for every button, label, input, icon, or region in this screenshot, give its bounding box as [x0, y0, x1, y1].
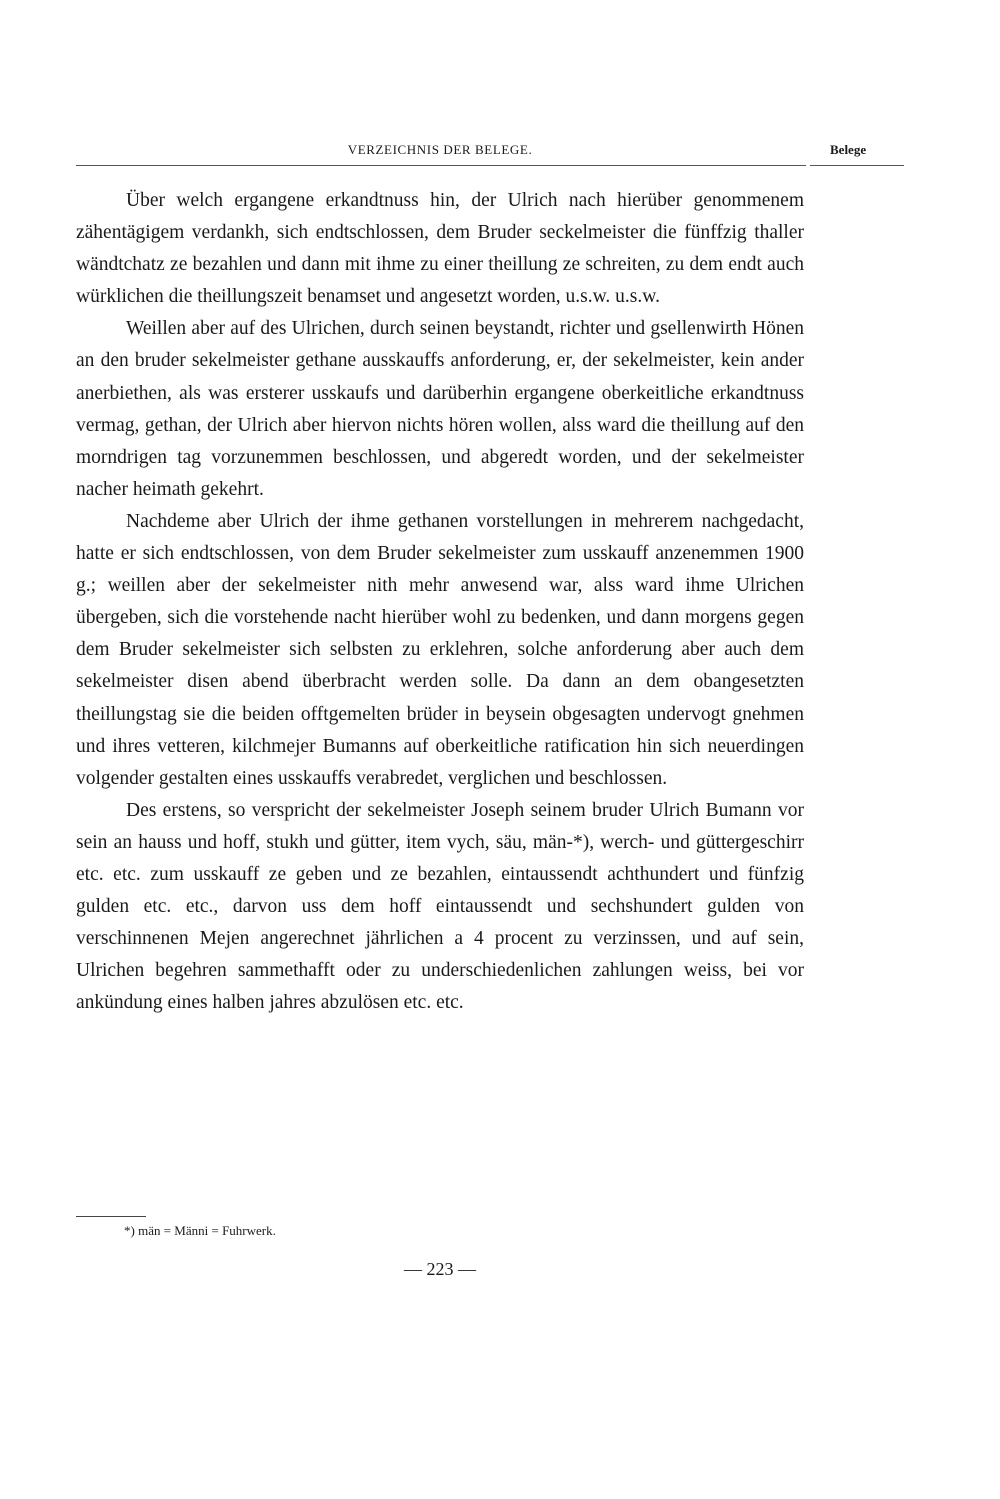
- paragraph-2: Weillen aber auf des Ulrichen, durch seinen beystandt, richter und gsellenwirth Hönen an den bruder sekelmeister gethane ausskauffs anforderung, er, der sekelmeister, kein ander anerbiethen, als was ersterer usskaufs und darüberhin ergangene oberkeitliche erkandtnuss vermag, gethan, der Ulrich aber hiervon nichts hören wollen, alss ward die theillung auf den morndrigen tag vorzunemmen beschlossen, und abgeredt worden, und der sekelmeister nacher heimath gekehrt.: [76, 318, 804, 500]
- running-head: VERZEICHNIS DER BELEGE.: [347, 142, 533, 157]
- section-tag: Belege: [830, 142, 867, 157]
- paragraph-4: Des erstens, so verspricht der sekelmeister Joseph seinem bruder Ulrich Bumann vor sein an hauss und hoff, stukh und gütter, item vych, säu, män-*), werch- und güttergeschirr etc. etc. zum usskauff ze geben und ze bezahlen, eintaussendt achthundert und fünfzig gulden etc. etc., darvon uss dem hoff eintaussendt und sechshundert gulden von verschinnenen Mejen angerechnet jährlichen a 4 procent zu verzinssen, und auf sein, Ulrichen begehren sammethafft oder zu underschiedenlichen zahlungen weiss, bei vor ankündung eines halben jahres abzulösen etc. etc.: [76, 799, 804, 1014]
- header-rule: [76, 165, 806, 166]
- paragraph-3: Nachdeme aber Ulrich der ihme gethanen vorstellungen in mehrerem nachgedacht, hatte er sich endtschlossen, von dem Bruder sekelmeister zum usskauff anzenemmen 1900 g.; weillen aber der sekelmeister nith mehr anwesend war, alss ward ihme Ulrichen übergeben, sich die vorstehende nacht hierüber wohl zu bedenken, und dann morgens gegen dem Bruder sekelmeister sich selbsten zu erklehren, solche anforderung aber auch dem sekelmeister disen abend überbracht werden solle. Da dann an dem obangesetzten theillungstag sie die beiden offtgemelten brüder in beysein obgesagten undervogt gnehmen und ihres vetteren, kilchmejer Bumanns auf oberkeitliche ratification hin sich neuerdingen volgender gestalten eines usskauffs verabredet, verglichen und beschlossen.: [76, 510, 804, 789]
- header-side-rule: [810, 165, 904, 166]
- paragraph-1: Über welch ergangene erkandtnuss hin, der Ulrich nach hierüber genommenem zähentägigem verdankh, sich endtschlossen, dem Bruder seckelmeister die fünffzig thaller wändtchatz ze bezahlen und dann mit ihme zu einer theillung ze schreiten, zu dem endt auch würklichen die theillungszeit benamset und angesetzt worden, u.s.w. u.s.w.: [76, 190, 804, 308]
- footnote: *) män = Männi = Fuhrwerk.: [124, 1223, 276, 1238]
- footnote-rule: [76, 1216, 146, 1217]
- page-number: — 223 —: [404, 1259, 476, 1279]
- body-text: [76, 185, 804, 1019]
